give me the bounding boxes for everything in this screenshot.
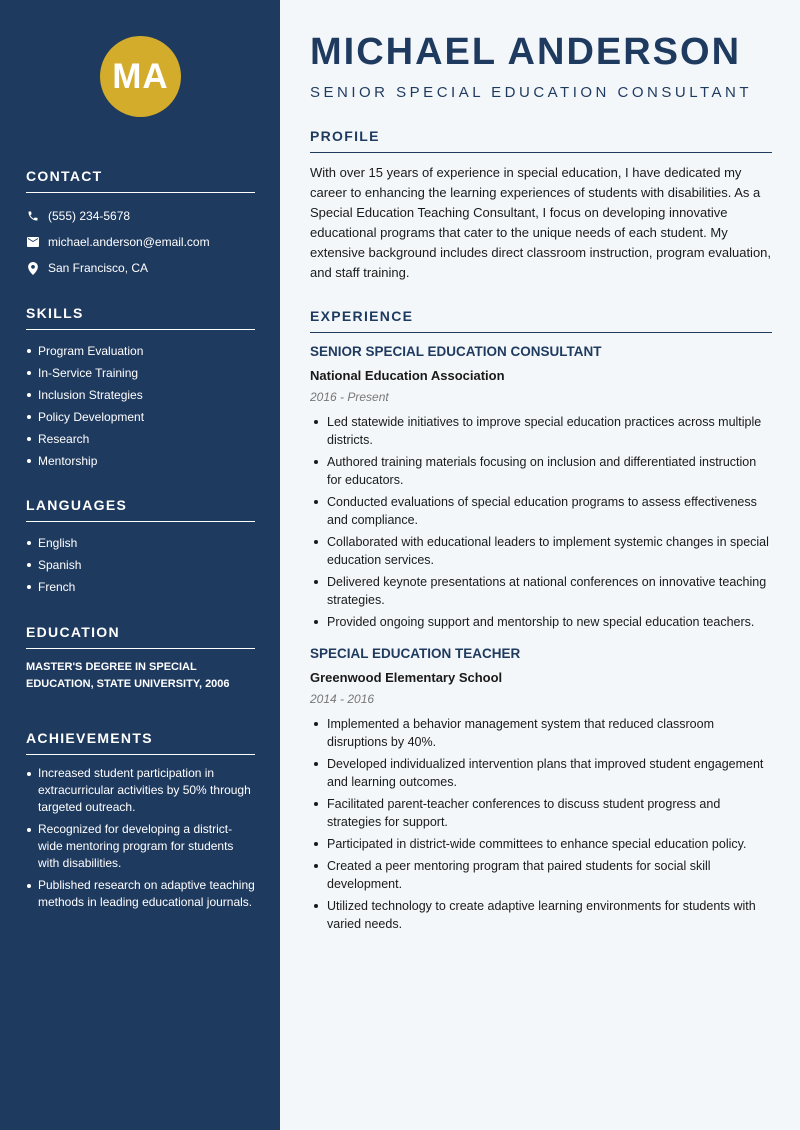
job-title: SENIOR SPECIAL EDUCATION CONSULTANT <box>310 344 602 359</box>
languages-section <box>26 497 255 598</box>
language-item: Spanish <box>26 554 255 576</box>
contact-location <box>26 255 255 281</box>
job-bullets <box>310 715 772 933</box>
job-bullet: Facilitated parent-teacher conferences to discuss student progress and strategies for support. <box>310 795 772 831</box>
job-company: Greenwood Elementary School <box>310 670 503 685</box>
achievements-heading: ACHIEVEMENTS <box>26 730 255 755</box>
languages-list <box>26 532 255 598</box>
achievement-item: Increased student participation in extracurricular activities by 50% through targeted outreach. <box>26 765 255 816</box>
achievements-list <box>26 765 255 911</box>
skill-item: In-Service Training <box>26 362 255 384</box>
language-item: French <box>26 576 255 598</box>
skill-item: Program Evaluation <box>26 340 255 362</box>
location-text: San Francisco, CA <box>48 261 149 275</box>
education-line: MASTER'S DEGREE IN SPECIAL <box>26 661 197 673</box>
contact-phone <box>26 203 255 229</box>
job-bullet: Participated in district-wide committees to enhance special education policy. <box>310 835 772 853</box>
phone-text: (555) 234-5678 <box>48 209 131 223</box>
job-entry <box>310 645 772 933</box>
job-company: National Education Association <box>310 368 505 383</box>
profile-section <box>310 128 772 283</box>
skill-item: Inclusion Strategies <box>26 384 255 406</box>
job-dates: 2016 - Present <box>310 390 389 404</box>
avatar: MA <box>100 36 181 117</box>
job-bullet: Authored training materials focusing on inclusion and differentiated instruction for educators. <box>310 453 772 489</box>
candidate-name: MICHAEL ANDERSON <box>310 31 742 73</box>
education-heading: EDUCATION <box>26 624 255 649</box>
skill-item: Research <box>26 428 255 450</box>
job-title: SPECIAL EDUCATION TEACHER <box>310 646 521 661</box>
job-bullet: Conducted evaluations of special education programs to assess effectiveness and compliance. <box>310 493 772 529</box>
job-dates: 2014 - 2016 <box>310 692 375 706</box>
contact-section <box>26 168 255 281</box>
achievement-item: Published research on adaptive teaching methods in leading educational journals. <box>26 877 255 911</box>
education-section <box>26 624 255 693</box>
job-bullet: Developed individualized intervention plans that improved student engagement and learning outcomes. <box>310 755 772 791</box>
job-bullet: Utilized technology to create adaptive learning environments for students with varied needs. <box>310 897 772 933</box>
location-pin-icon <box>26 262 39 275</box>
sidebar <box>0 0 280 1130</box>
skill-item: Policy Development <box>26 406 255 428</box>
education-degree <box>26 659 255 693</box>
languages-heading: LANGUAGES <box>26 497 255 522</box>
profile-text: With over 15 years of experience in special education, I have dedicated my career to enhancing the learning experiences of students with disabilities. As a Special Education Teaching Consultant, I focus on developing innovative educational programs that cater to the unique needs of each student. My extensive background includes direct classroom instruction, program evaluation, and staff training. <box>310 165 772 280</box>
contact-heading: CONTACT <box>26 168 255 193</box>
achievements-section <box>26 730 255 916</box>
phone-icon <box>26 210 39 223</box>
job-entry <box>310 343 772 631</box>
education-line: EDUCATION, STATE UNIVERSITY, 2006 <box>26 678 230 690</box>
profile-heading: PROFILE <box>310 128 772 153</box>
skills-list <box>26 340 255 472</box>
achievement-item: Recognized for developing a district-wide mentoring program for students with disabilities. <box>26 821 255 872</box>
job-bullet: Collaborated with educational leaders to implement systemic changes in special education services. <box>310 533 772 569</box>
candidate-title: SENIOR SPECIAL EDUCATION CONSULTANT <box>310 84 752 101</box>
mail-icon <box>26 236 39 249</box>
job-bullet: Led statewide initiatives to improve special education practices across multiple districts. <box>310 413 772 449</box>
skill-item: Mentorship <box>26 450 255 472</box>
skills-heading: SKILLS <box>26 305 255 330</box>
experience-section <box>310 308 772 937</box>
job-bullet: Delivered keynote presentations at national conferences on innovative teaching strategies. <box>310 573 772 609</box>
language-item: English <box>26 532 255 554</box>
job-bullet: Provided ongoing support and mentorship to new special education teachers. <box>310 613 772 631</box>
email-text: michael.anderson@email.com <box>48 235 210 249</box>
job-bullets <box>310 413 772 631</box>
skills-section <box>26 305 255 472</box>
job-bullet: Implemented a behavior management system that reduced classroom disruptions by 40%. <box>310 715 772 751</box>
experience-heading: EXPERIENCE <box>310 308 772 333</box>
contact-email <box>26 229 255 255</box>
job-bullet: Created a peer mentoring program that paired students for social skill development. <box>310 857 772 893</box>
